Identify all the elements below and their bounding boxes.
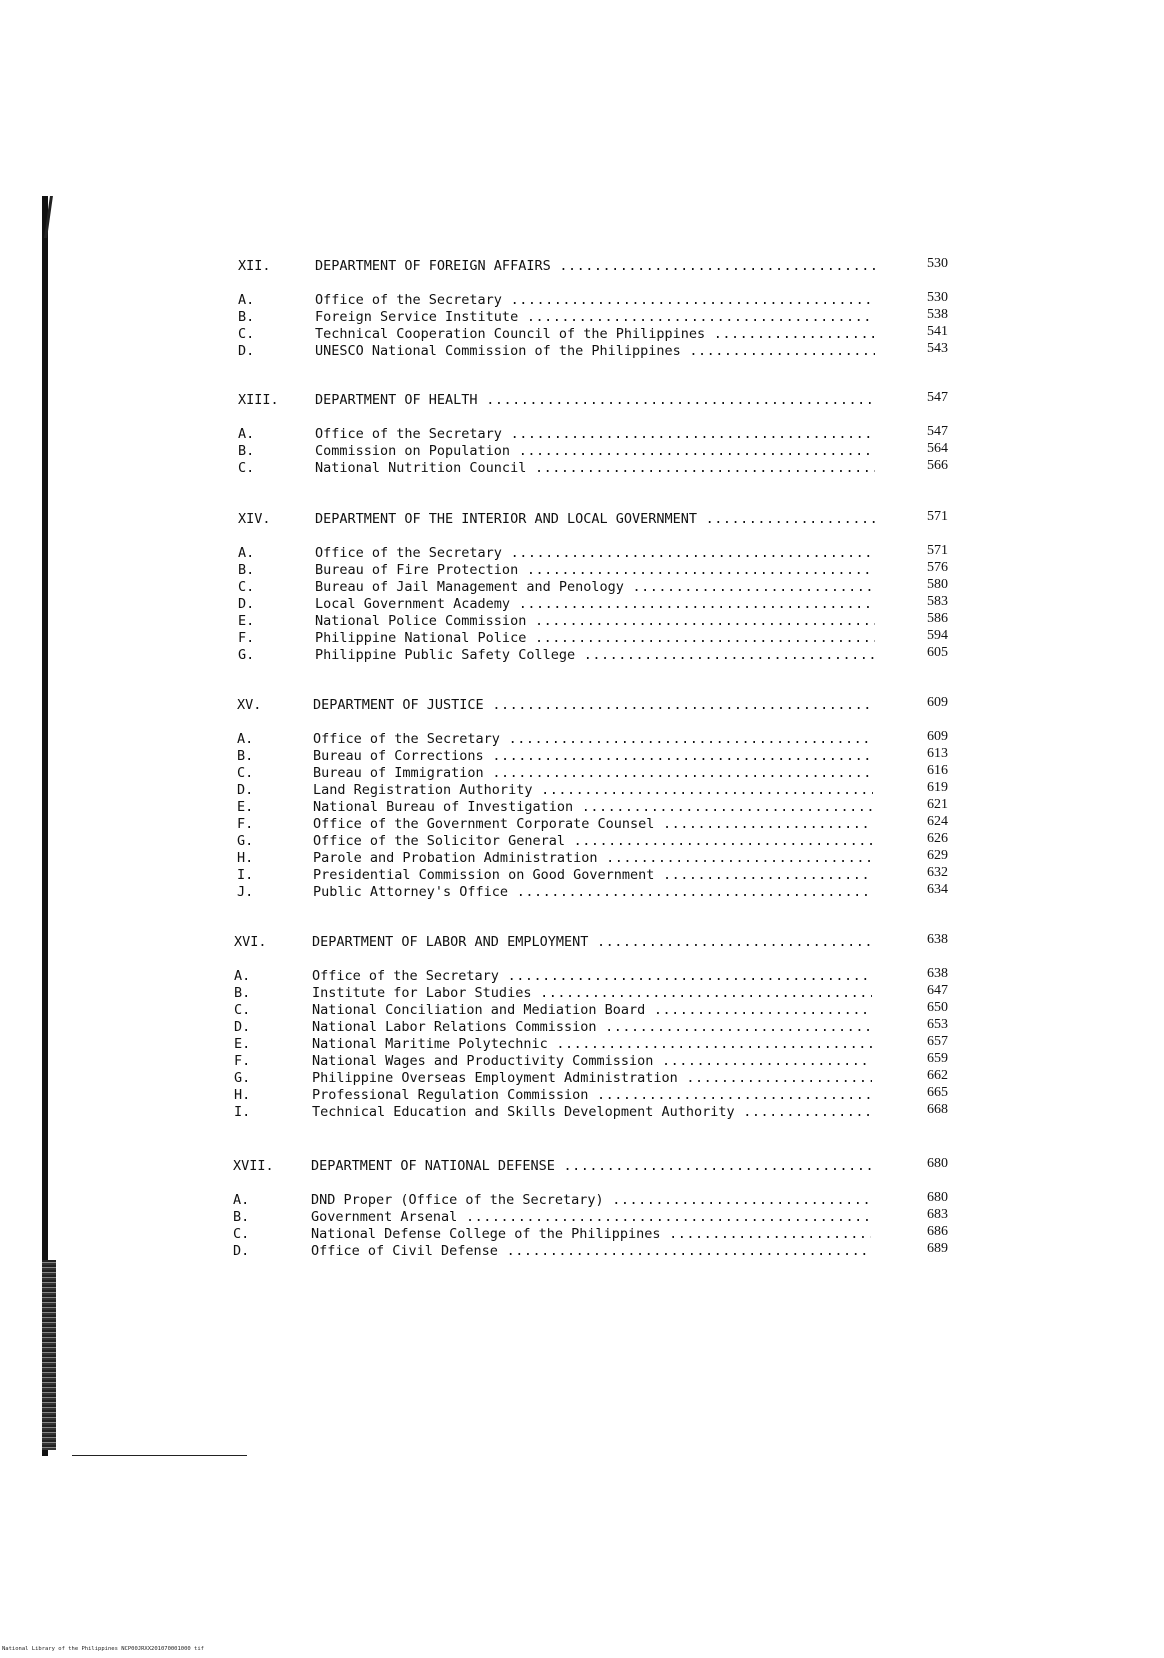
- entry-label: F.: [234, 1053, 251, 1069]
- entry-title: [315, 343, 875, 360]
- section-title-text: DEPARTMENT OF JUSTICE: [313, 697, 484, 713]
- entry-label: G.: [237, 833, 254, 849]
- entry-title: [312, 1104, 872, 1121]
- entry-label: F.: [237, 816, 254, 832]
- entry-page-number: 566: [927, 458, 948, 473]
- section-numeral: XVII.: [233, 1158, 274, 1174]
- entry-title-text: Bureau of Jail Management and Penology: [315, 579, 624, 595]
- toc-entry: [0, 596, 1164, 613]
- entry-page-number: 530: [927, 290, 948, 305]
- entry-title: [315, 545, 875, 562]
- section-title: [315, 511, 875, 528]
- section-numeral: XII.: [238, 258, 271, 274]
- entry-page-number: 538: [927, 307, 948, 322]
- entry-title-text: National Wages and Productivity Commission: [312, 1053, 654, 1069]
- entry-page-number: 543: [927, 341, 948, 356]
- section-numeral: XVI.: [234, 934, 267, 950]
- section-page-number: 680: [927, 1156, 948, 1171]
- entry-label: A.: [233, 1192, 250, 1208]
- entry-title: [312, 1087, 872, 1104]
- section-title: [315, 258, 875, 275]
- toc-section-heading: [0, 1158, 1164, 1175]
- entry-title: [315, 426, 875, 443]
- entry-label: C.: [233, 1226, 250, 1242]
- entry-page-number: 586: [927, 611, 948, 626]
- entry-title-text: Philippine National Police: [315, 630, 527, 646]
- section-title: [311, 1158, 871, 1175]
- entry-title-text: Government Arsenal: [311, 1209, 458, 1225]
- entry-title: [313, 799, 873, 816]
- toc-entry: [0, 884, 1164, 901]
- entry-title-text: Technical Education and Skills Development Authority: [312, 1104, 735, 1120]
- toc-entry: [0, 545, 1164, 562]
- section-page-number: 638: [927, 932, 948, 947]
- entry-page-number: 541: [927, 324, 948, 339]
- toc-entry: [0, 1053, 1164, 1070]
- toc-entry: [0, 326, 1164, 343]
- entry-title-text: Office of Civil Defense: [311, 1243, 498, 1259]
- entry-title: [311, 1209, 871, 1226]
- entry-page-number: 613: [927, 746, 948, 761]
- entry-title: [313, 765, 873, 782]
- entry-title-text: Philippine Public Safety College: [315, 647, 576, 663]
- toc-entry: [0, 460, 1164, 477]
- entry-label: D.: [238, 596, 255, 612]
- entry-label: H.: [234, 1087, 251, 1103]
- entry-title-text: UNESCO National Commission of the Philippines: [315, 343, 681, 359]
- entry-page-number: 547: [927, 424, 948, 439]
- toc-entry: [0, 782, 1164, 799]
- toc-entry: [0, 443, 1164, 460]
- entry-title-text: National Bureau of Investigation: [313, 799, 574, 815]
- entry-title-text: Commission on Population: [315, 443, 511, 459]
- toc-entry: [0, 1002, 1164, 1019]
- entry-label: A.: [234, 968, 251, 984]
- entry-label: E.: [237, 799, 254, 815]
- toc-entry: [0, 613, 1164, 630]
- entry-label: B.: [234, 985, 251, 1001]
- entry-title-text: National Conciliation and Mediation Board: [312, 1002, 646, 1018]
- entry-label: D.: [237, 782, 254, 798]
- toc-section-heading: [0, 392, 1164, 409]
- section-title-text: DEPARTMENT OF NATIONAL DEFENSE: [311, 1158, 555, 1174]
- toc-entry: [0, 1192, 1164, 1209]
- entry-title-text: Bureau of Immigration: [313, 765, 484, 781]
- toc-section-heading: [0, 258, 1164, 275]
- entry-title-text: Bureau of Fire Protection: [315, 562, 519, 578]
- toc-entry: [0, 1209, 1164, 1226]
- entry-label: B.: [238, 443, 255, 459]
- entry-label: E.: [238, 613, 255, 629]
- entry-label: B.: [233, 1209, 250, 1225]
- entry-label: A.: [238, 545, 255, 561]
- entry-label: C.: [238, 460, 255, 476]
- entry-title-text: Office of the Secretary: [312, 968, 499, 984]
- entry-page-number: 616: [927, 763, 948, 778]
- toc-entry: [0, 867, 1164, 884]
- entry-page-number: 653: [927, 1017, 948, 1032]
- entry-page-number: 629: [927, 848, 948, 863]
- entry-label: C.: [238, 326, 255, 342]
- entry-title: [315, 630, 875, 647]
- toc-entry: [0, 748, 1164, 765]
- section-page-number: 547: [927, 390, 948, 405]
- toc-entry: [0, 647, 1164, 664]
- entry-title: [311, 1226, 871, 1243]
- entry-page-number: 647: [927, 983, 948, 998]
- entry-label: E.: [234, 1036, 251, 1052]
- entry-title: [315, 460, 875, 477]
- entry-page-number: 580: [927, 577, 948, 592]
- entry-title: [313, 833, 873, 850]
- entry-label: I.: [234, 1104, 251, 1120]
- entry-page-number: 609: [927, 729, 948, 744]
- entry-page-number: 689: [927, 1241, 948, 1256]
- entry-page-number: 686: [927, 1224, 948, 1239]
- section-page-number: 530: [927, 256, 948, 271]
- entry-title-text: Parole and Probation Administration: [313, 850, 598, 866]
- entry-label: C.: [238, 579, 255, 595]
- entry-title: [315, 596, 875, 613]
- entry-page-number: 576: [927, 560, 948, 575]
- entry-label: D.: [233, 1243, 250, 1259]
- entry-title: [315, 443, 875, 460]
- entry-title: [313, 884, 873, 901]
- entry-page-number: 583: [927, 594, 948, 609]
- entry-title: [313, 731, 873, 748]
- entry-page-number: 683: [927, 1207, 948, 1222]
- entry-title: [315, 292, 875, 309]
- entry-label: B.: [238, 562, 255, 578]
- entry-title: [315, 613, 875, 630]
- toc-entry: [0, 816, 1164, 833]
- entry-label: H.: [237, 850, 254, 866]
- entry-title-text: Technical Cooperation Council of the Philippines: [315, 326, 706, 342]
- entry-title-text: Local Government Academy: [315, 596, 511, 612]
- toc-entry: [0, 343, 1164, 360]
- entry-title: [313, 748, 873, 765]
- entry-title-text: Foreign Service Institute: [315, 309, 519, 325]
- toc-entry: [0, 579, 1164, 596]
- entry-title-text: Office of the Secretary: [315, 426, 502, 442]
- entry-title-text: Presidential Commission on Good Government: [313, 867, 655, 883]
- section-title-text: DEPARTMENT OF LABOR AND EMPLOYMENT: [312, 934, 589, 950]
- entry-label: I.: [237, 867, 254, 883]
- entry-label: B.: [238, 309, 255, 325]
- section-title: [313, 697, 873, 714]
- entry-title-text: Land Registration Authority: [313, 782, 533, 798]
- entry-title-text: Bureau of Corrections: [313, 748, 484, 764]
- entry-page-number: 662: [927, 1068, 948, 1083]
- entry-page-number: 564: [927, 441, 948, 456]
- toc-entry: [0, 1036, 1164, 1053]
- entry-title-text: Institute for Labor Studies: [312, 985, 532, 1001]
- entry-title: [312, 1070, 872, 1087]
- toc-entry: [0, 985, 1164, 1002]
- toc-section-heading: [0, 934, 1164, 951]
- entry-label: B.: [237, 748, 254, 764]
- entry-page-number: 680: [927, 1190, 948, 1205]
- entry-label: G.: [238, 647, 255, 663]
- entry-title: [315, 309, 875, 326]
- section-title-text: DEPARTMENT OF THE INTERIOR AND LOCAL GOVERNMENT: [315, 511, 698, 527]
- entry-title: [313, 850, 873, 867]
- entry-label: A.: [237, 731, 254, 747]
- entry-title-text: Office of the Solicitor General: [313, 833, 565, 849]
- entry-page-number: 632: [927, 865, 948, 880]
- entry-title-text: Public Attorney's Office: [313, 884, 509, 900]
- section-numeral: XIII.: [238, 392, 279, 408]
- section-page-number: 609: [927, 695, 948, 710]
- toc-section-heading: [0, 511, 1164, 528]
- entry-title: [313, 867, 873, 884]
- entry-title: [312, 968, 872, 985]
- entry-title-text: National Nutrition Council: [315, 460, 527, 476]
- entry-label: A.: [238, 426, 255, 442]
- entry-page-number: 659: [927, 1051, 948, 1066]
- entry-label: J.: [237, 884, 254, 900]
- entry-title: [311, 1192, 871, 1209]
- entry-page-number: 624: [927, 814, 948, 829]
- entry-title-text: DND Proper (Office of the Secretary): [311, 1192, 604, 1208]
- entry-title-text: National Labor Relations Commission: [312, 1019, 597, 1035]
- entry-title: [312, 1002, 872, 1019]
- entry-title-text: Office of the Secretary: [315, 545, 502, 561]
- entry-title: [311, 1243, 871, 1260]
- entry-page-number: 634: [927, 882, 948, 897]
- section-title-text: DEPARTMENT OF HEALTH: [315, 392, 478, 408]
- section-page-number: 571: [927, 509, 948, 524]
- toc-entry: [0, 833, 1164, 850]
- toc-entry: [0, 426, 1164, 443]
- toc-entry: [0, 630, 1164, 647]
- entry-title-text: Office of the Secretary: [315, 292, 502, 308]
- entry-title: [312, 1036, 872, 1053]
- entry-title-text: National Defense College of the Philippines: [311, 1226, 661, 1242]
- entry-title: [312, 1019, 872, 1036]
- toc-section-heading: [0, 697, 1164, 714]
- entry-page-number: 665: [927, 1085, 948, 1100]
- toc-entry: [0, 799, 1164, 816]
- scan-footer: National Library of the Philippines NCP00JRXX201070001000 tif: [2, 1646, 204, 1652]
- entry-page-number: 571: [927, 543, 948, 558]
- entry-title-text: Philippine Overseas Employment Administration: [312, 1070, 678, 1086]
- toc-entry: [0, 1104, 1164, 1121]
- toc-entry: [0, 850, 1164, 867]
- entry-label: G.: [234, 1070, 251, 1086]
- entry-title-text: Office of the Government Corporate Counsel: [313, 816, 655, 832]
- entry-title: [315, 326, 875, 343]
- toc-entry: [0, 1226, 1164, 1243]
- entry-page-number: 605: [927, 645, 948, 660]
- toc-entry: [0, 1019, 1164, 1036]
- section-title-text: DEPARTMENT OF FOREIGN AFFAIRS: [315, 258, 551, 274]
- entry-title: [315, 579, 875, 596]
- section-numeral: XIV.: [238, 511, 271, 527]
- entry-title: [312, 1053, 872, 1070]
- section-title: [315, 392, 875, 409]
- entry-label: F.: [238, 630, 255, 646]
- entry-page-number: 626: [927, 831, 948, 846]
- entry-label: C.: [237, 765, 254, 781]
- entry-title: [312, 985, 872, 1002]
- section-title: [312, 934, 872, 951]
- entry-page-number: 657: [927, 1034, 948, 1049]
- entry-title: [315, 647, 875, 664]
- toc-entry: [0, 1070, 1164, 1087]
- entry-page-number: 650: [927, 1000, 948, 1015]
- entry-page-number: 668: [927, 1102, 948, 1117]
- entry-page-number: 594: [927, 628, 948, 643]
- toc-entry: [0, 731, 1164, 748]
- entry-label: D.: [238, 343, 255, 359]
- entry-label: D.: [234, 1019, 251, 1035]
- toc-entry: [0, 765, 1164, 782]
- entry-page-number: 619: [927, 780, 948, 795]
- entry-title: [315, 562, 875, 579]
- entry-title: [313, 782, 873, 799]
- toc-entry: [0, 292, 1164, 309]
- toc-entry: [0, 1087, 1164, 1104]
- entry-title: [313, 816, 873, 833]
- entry-title-text: National Police Commission: [315, 613, 527, 629]
- entry-title-text: Professional Regulation Commission: [312, 1087, 589, 1103]
- entry-title-text: National Maritime Polytechnic: [312, 1036, 548, 1052]
- entry-label: C.: [234, 1002, 251, 1018]
- toc-entry: [0, 968, 1164, 985]
- toc-entry: [0, 562, 1164, 579]
- entry-title-text: Office of the Secretary: [313, 731, 500, 747]
- toc-entry: [0, 309, 1164, 326]
- entry-page-number: 638: [927, 966, 948, 981]
- entry-page-number: 621: [927, 797, 948, 812]
- toc-entry: [0, 1243, 1164, 1260]
- entry-label: A.: [238, 292, 255, 308]
- section-numeral: XV.: [237, 697, 262, 713]
